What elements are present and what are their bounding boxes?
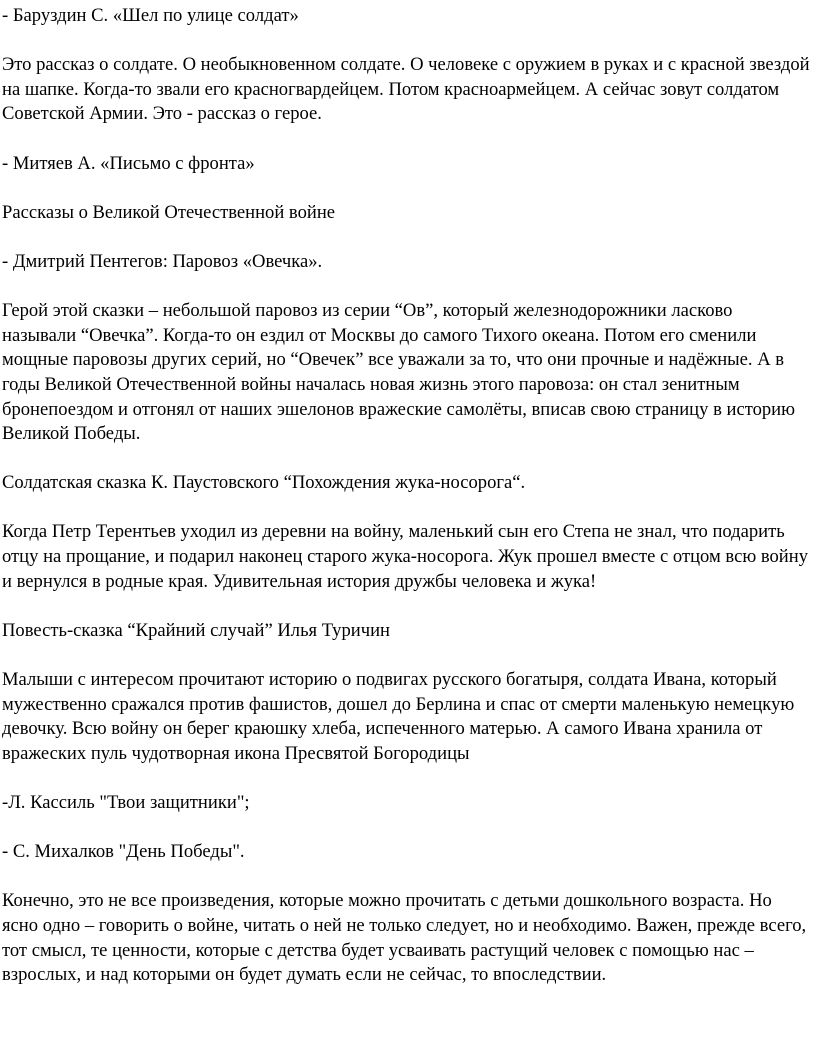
paragraph-item-turichin: Повесть-сказка “Крайний случай” Илья Туричин xyxy=(2,619,390,641)
paragraph-conclusion: Конечно, это не все произведения, которые можно прочитать с детьми дошкольного возраста. Но ясно одно – говорить о войне, читать о ней не только следует, но и необходимо. Важен, прежде всего, тот смысл, те ценности, которые с детства будет усваивать растущий человек с помощью нас – взрослых, и над которыми он будет думать если не сейчас, то впоследствии. xyxy=(2,890,807,986)
paragraph-description-ovechka: Герой этой сказки – небольшой паровоз из серии “Ов”, который железнодорожники ласково называли “Овечка”. Когда-то он ездил от Москвы до самого Тихого океана. Потом его сменили мощные паровозы других серий, но “Овечек” все уважали за то, что они прочные и надёжные. А в годы Великой Отечественной войны началась новая жизнь этого паровоза: он стал зенитным бронепоездом и отгонял от наших эшелонов вражеские самолёты, вписав свою страницу в историю Великой Победы. xyxy=(2,300,796,445)
paragraph-description-beetle: Когда Петр Терентьев уходил из деревни на войну, маленький сын его Степа не знал, что подарить отцу на прощание, и подарил наконец старого жука-носорога. Жук прошел вместе с отцом всю войну и вернулся в родные края. Удивительная история дружбы человека и жука! xyxy=(2,521,809,592)
paragraph-description-ivan: Малыши с интересом прочитают историю о подвигах русского богатыря, солдата Ивана, который мужественно сражался против фашистов, дошел до Берлина и спас от смерти маленькую немецкую девочку. Всю войну он берег краюшку хлеба, испеченного матерью. А самого Ивана хранила от вражеских пуль чудотворная икона Пресвятой Богородицы xyxy=(2,669,795,764)
paragraph-item-mikhalkov: - С. Михалков "День Победы". xyxy=(2,841,245,863)
paragraph-item-kassil: -Л. Кассиль "Твои защитники"; xyxy=(2,792,250,813)
paragraph-section-heading: Рассказы о Великой Отечественной войне xyxy=(2,201,336,223)
paragraph-description-soldier: Это рассказ о солдате. О необыкновенном солдате. О человеке с оружием в руках и с красной звездой на шапке. Когда-то звали его красногвардейцем. Потом красноармейцем. А сейчас зовут солдатом Советской Армии. Это - рассказ о герое. xyxy=(2,54,810,125)
paragraph-item-baruzdin: - Баруздин С. «Шел по улице солдат» xyxy=(2,5,299,26)
paragraph-item-pentegov: - Дмитрий Пентегов: Паровоз «Овечка». xyxy=(2,250,323,272)
paragraph-item-paustovsky: Солдатская сказка К. Паустовского “Похождения жука-носорога“. xyxy=(2,472,526,494)
paragraph-item-mityaev: - Митяев А. «Письмо с фронта» xyxy=(2,152,255,174)
